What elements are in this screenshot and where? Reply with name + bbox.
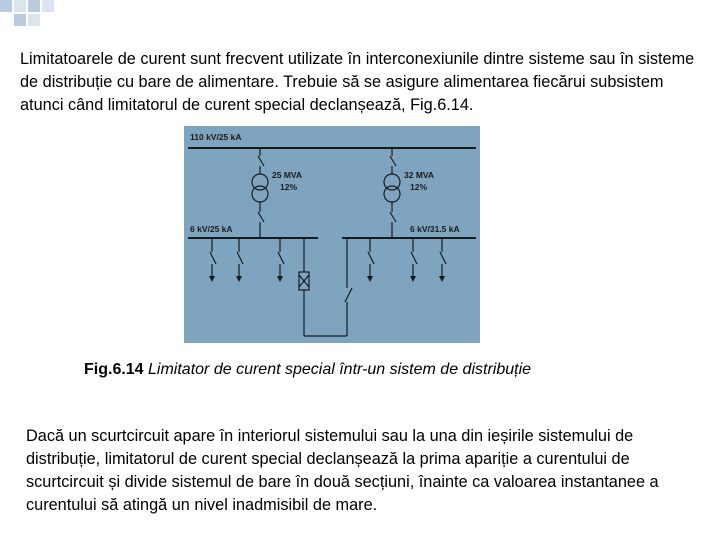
transformer-right-secondary: [384, 186, 400, 202]
explanation-paragraph: Dacă un scurtcircuit apare în interiorul sistemului sau la una din ieșirile sistemului de distribuție, limitatorul de curent special declanșează la prima apariție a curentului de scurtcircuit și divide sistemul de bare în două secțiuni, înainte ca valoarea instantanee a curentului să atingă un nivel inadmisibil de mare.: [26, 427, 659, 514]
single-line-diagram: [184, 126, 480, 343]
distribution-system-diagram: [184, 126, 480, 343]
corner-decoration: [0, 0, 70, 30]
caption-text: Limitator de curent special într-un sistem de distribuție: [143, 361, 532, 378]
transformer-left-secondary: [252, 186, 268, 202]
caption-number: Fig.6.14: [84, 361, 144, 378]
label-transformer-left-power: 25 MVA: [272, 170, 303, 180]
label-transformer-right-power: 32 MVA: [404, 170, 435, 180]
intro-paragraph: Limitatoarele de curent sunt frecvent utilizate în interconexiunile dintre sisteme sau în sisteme de distribuție cu bare de alimentare. Trebuie să se asigure alimentarea fiecărui subsistem atunci când limitatorul de curent special declanșează, Fig.6.14.: [20, 50, 695, 114]
label-mv-busbar-right: 6 kV/31.5 kA: [410, 224, 460, 234]
label-transformer-right-impedance: 12%: [410, 182, 428, 192]
label-mv-busbar-left: 6 kV/25 kA: [190, 224, 233, 234]
label-hv-busbar: 110 kV/25 kA: [190, 132, 242, 142]
figure-caption: [84, 360, 684, 380]
label-transformer-left-impedance: 12%: [280, 182, 298, 192]
